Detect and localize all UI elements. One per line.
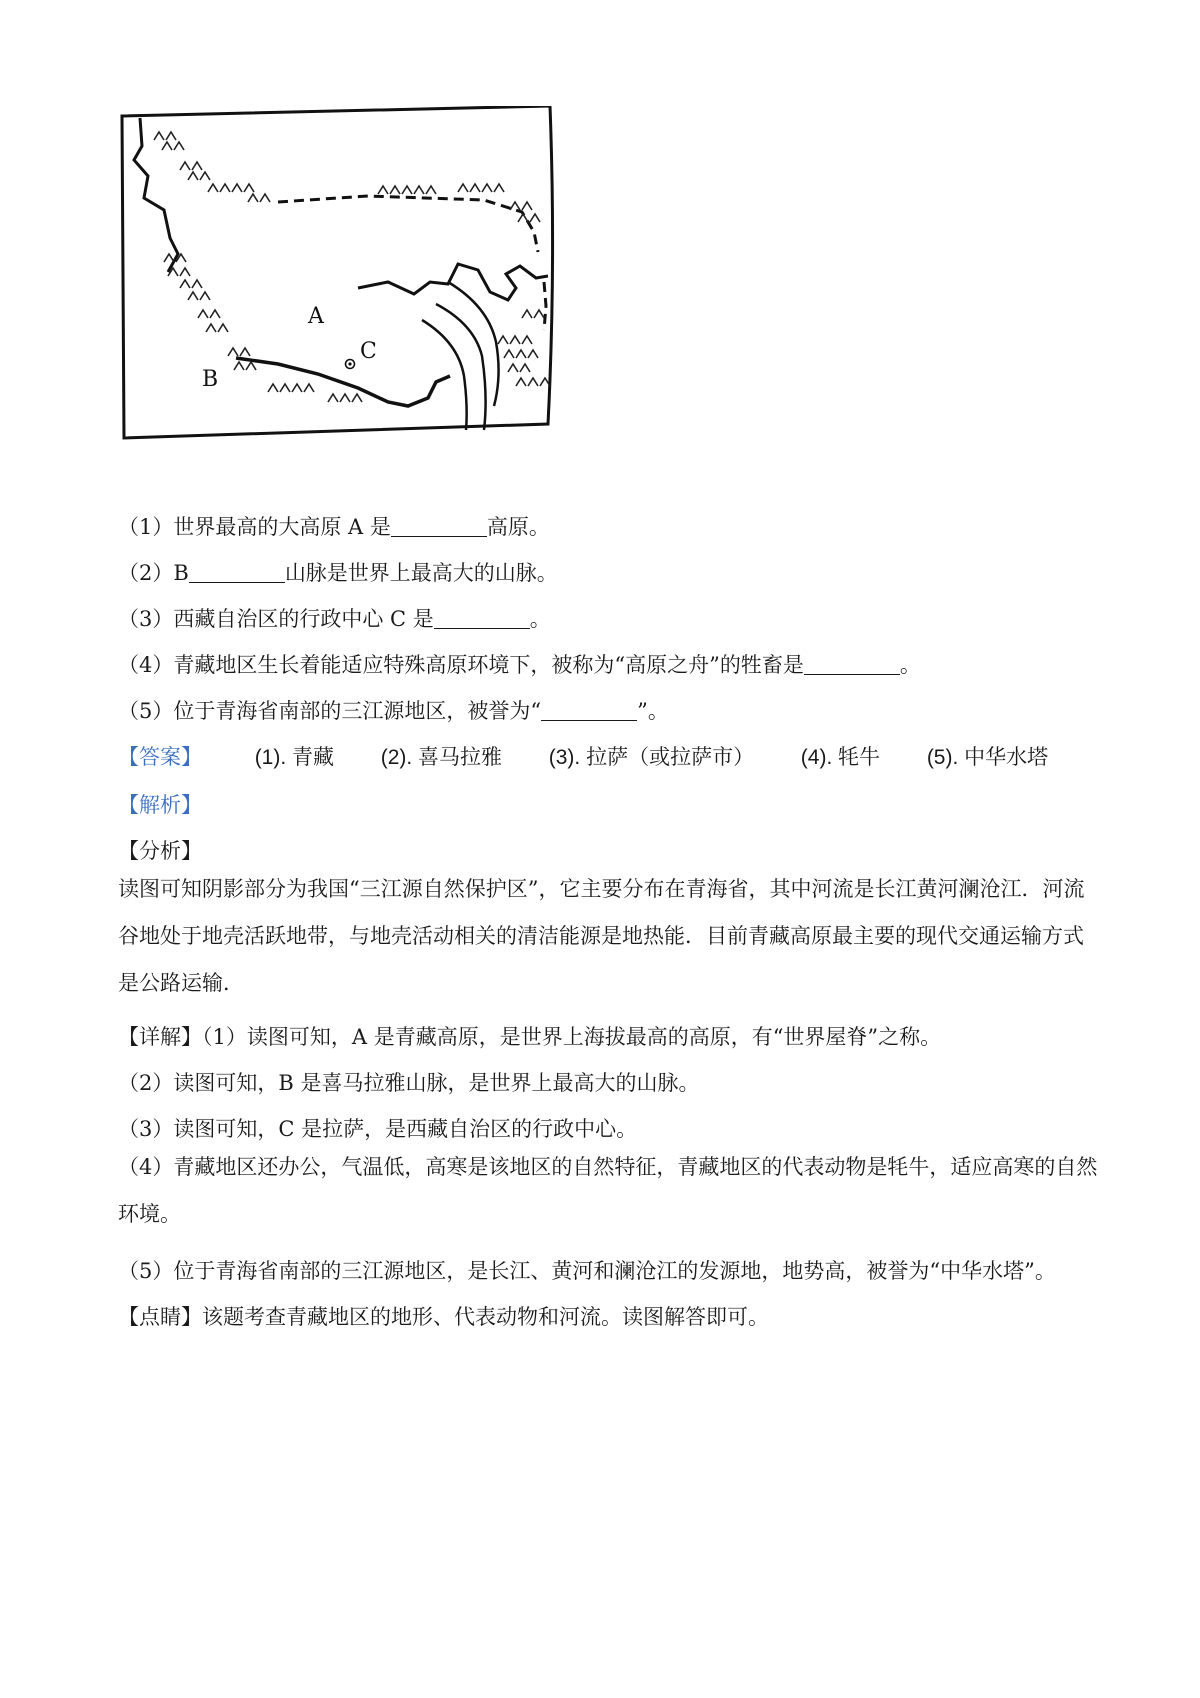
xiangjie-tag: 【详解】 bbox=[118, 1025, 202, 1049]
detail-2: （2）读图可知，B 是喜马拉雅山脉，是世界上最高大的山脉。 bbox=[118, 1071, 700, 1095]
answer-tag: 【答案】 bbox=[118, 745, 202, 769]
question-4: （4）青藏地区生长着能适应特殊高原环境下，被称为“高原之舟”的牲畜是 。 bbox=[118, 653, 921, 677]
answer-blank[interactable] bbox=[391, 514, 487, 537]
plateau-edge bbox=[358, 264, 548, 300]
border-line bbox=[134, 118, 178, 272]
answer-blank[interactable] bbox=[434, 606, 530, 629]
answer-blank[interactable] bbox=[804, 652, 900, 675]
dashed-border bbox=[278, 196, 538, 252]
answer-item: (1). 青藏 bbox=[254, 746, 335, 769]
map-figure bbox=[118, 106, 608, 486]
label-c: C bbox=[360, 339, 377, 364]
mountain-icons bbox=[154, 132, 550, 402]
fenxi-paragraph: 读图可知阴影部分为我国“三江源自然保护区”，它主要分布在青海省，其中河流是长江黄河澜沧江．河流谷地处于地壳活跃地带，与地壳活动相关的清洁能源是地热能．目前青藏高原最主要的现代交通运输方式是公路运输． bbox=[118, 877, 1085, 995]
detail-5: （5）位于青海省南部的三江源地区，是长江、黄河和澜沧江的发源地，地势高，被誉为“中华水塔”。 bbox=[118, 1259, 1056, 1283]
detail-3: （3）读图可知，C 是拉萨，是西藏自治区的行政中心。 bbox=[118, 1117, 638, 1141]
answer-row bbox=[118, 742, 1048, 773]
analysis-tag: 【解析】 bbox=[118, 793, 202, 817]
dashed-border-east bbox=[544, 282, 546, 330]
answer-item: (3). 拉萨（或拉萨市） bbox=[548, 746, 755, 769]
dianjing-line bbox=[118, 1302, 769, 1332]
question-1: （1）世界最高的大高原 A 是 高原。 bbox=[118, 515, 550, 539]
detail-4: （4）青藏地区还办公，气温低，高寒是该地区的自然特征，青藏地区的代表动物是牦牛，适应高寒的自然环境。 bbox=[118, 1155, 1098, 1226]
xiangjie-line bbox=[118, 1022, 941, 1052]
river-3 bbox=[448, 282, 499, 406]
question-5: （5）位于青海省南部的三江源地区，被誉为“ ”。 bbox=[118, 699, 669, 723]
answer-item: (5). 中华水塔 bbox=[926, 746, 1049, 769]
dianjing-tag: 【点睛】 bbox=[118, 1305, 202, 1329]
dianjing-text: 该题考查青藏地区的地形、代表动物和河流。读图解答即可。 bbox=[202, 1305, 769, 1329]
label-a: A bbox=[308, 304, 324, 329]
answer-item: (2). 喜马拉雅 bbox=[380, 746, 503, 769]
answer-blank[interactable] bbox=[541, 698, 637, 721]
south-border bbox=[236, 358, 450, 406]
detail-1: （1）读图可知，A 是青藏高原，是世界上海拔最高的高原，有“世界屋脊”之称。 bbox=[202, 1025, 942, 1049]
label-b: B bbox=[202, 367, 219, 392]
river-1 bbox=[422, 320, 467, 430]
answer-blank[interactable] bbox=[189, 560, 285, 583]
question-2: （2）B 山脉是世界上最高大的山脉。 bbox=[118, 561, 558, 585]
answer-item: (4). 牦牛 bbox=[800, 746, 881, 769]
question-3: （3）西藏自治区的行政中心 C 是 。 bbox=[118, 607, 551, 631]
fenxi-tag: 【分析】 bbox=[118, 839, 202, 863]
